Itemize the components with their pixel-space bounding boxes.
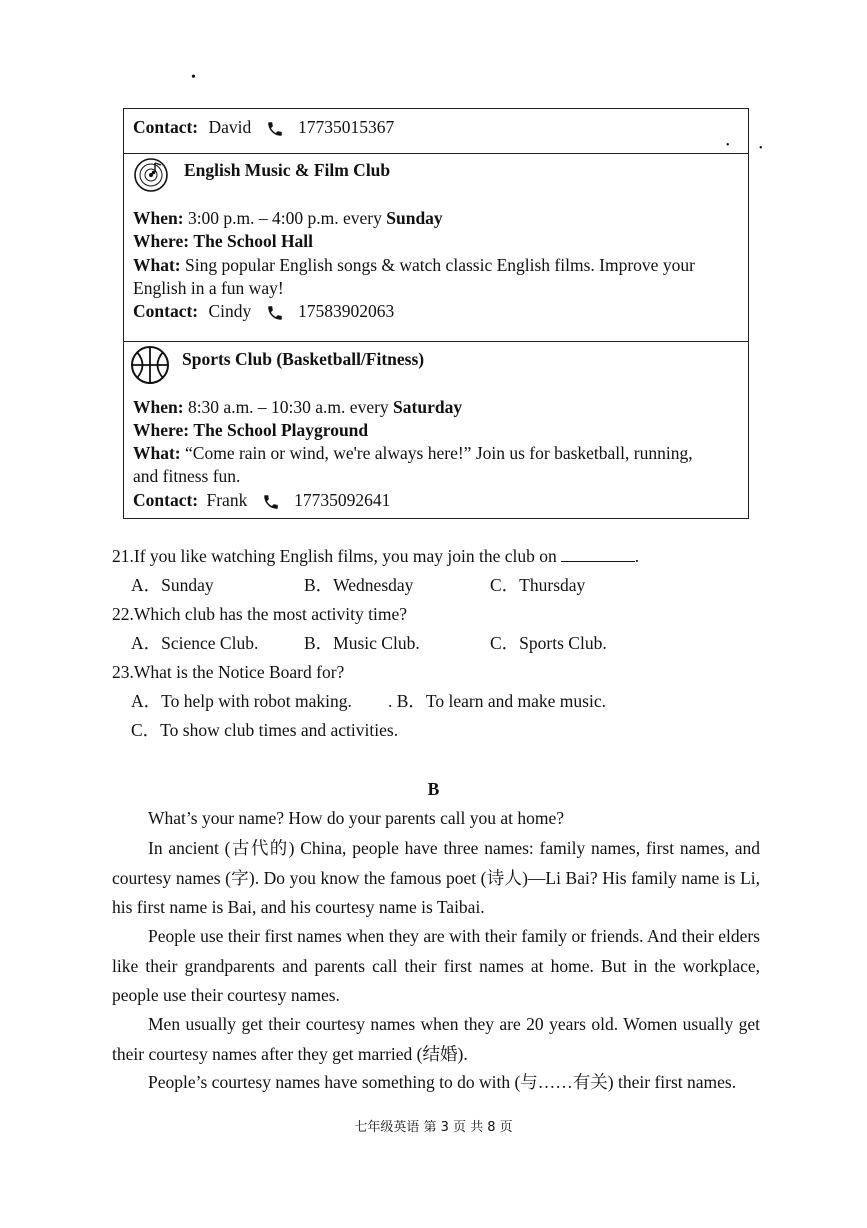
- passage-paragraph-1: What’s your name? How do your parents call you at home?: [148, 808, 564, 828]
- passage-paragraph-2: In ancient (古代的) China, people have three names: family names, first names, and courtesy names (字). Do you know the famous poet (诗人)—Li Bai? His family name is Li, his first name is Bai, and his courtesy name is Taibai.: [112, 838, 760, 917]
- contact-phone: 17735092641: [294, 490, 391, 510]
- phone-icon: [266, 304, 284, 322]
- contact-label: Contact:: [133, 490, 199, 510]
- section-b-heading: B: [427, 779, 440, 799]
- when-label: When:: [133, 397, 184, 417]
- stray-dot: •: [191, 70, 196, 85]
- what-text: Sing popular English songs & watch classic English films. Improve your: [185, 255, 695, 275]
- answer-blank: [561, 547, 635, 562]
- q21-option-a: A．Sunday: [131, 575, 214, 595]
- contact-name: Frank: [206, 490, 248, 510]
- where-text: The School Hall: [193, 231, 314, 251]
- stray-dot: •: [726, 140, 730, 151]
- music-where-line: [133, 230, 313, 253]
- sports-where-line: [133, 419, 368, 442]
- page-footer: 七年级英语 第 3 页 共 8 页: [354, 1120, 513, 1135]
- when-day: Saturday: [393, 397, 463, 417]
- where-label: Where:: [133, 231, 190, 251]
- q21-option-c: C．Thursday: [490, 575, 586, 595]
- what-label: What:: [133, 443, 181, 463]
- music-what-line: [133, 254, 695, 277]
- music-what-line-2: English in a fun way!: [133, 278, 284, 298]
- where-text: The School Playground: [193, 420, 369, 440]
- music-when-line: [133, 207, 443, 230]
- passage-paragraph-4: Men usually get their courtesy names when they are 20 years old. Women usually get their courtesy names after they get married (结婚).: [112, 1014, 760, 1064]
- sports-when-line: [133, 396, 462, 419]
- q23-option-c: C．To show club times and activities.: [131, 720, 399, 740]
- passage-paragraph-5: People’s courtesy names have something to do with (与……有关) their first names.: [148, 1072, 737, 1092]
- sports-what-line: [133, 442, 693, 465]
- sports-contact-line: [133, 489, 390, 512]
- when-label: When:: [133, 208, 184, 228]
- contact-name: David: [208, 117, 252, 137]
- sports-club-title: Sports Club (Basketball/Fitness): [182, 349, 425, 369]
- question-21-stem: 21.If you like watching English films, you may join the club on .: [112, 546, 640, 566]
- music-contact-line: [133, 300, 394, 323]
- when-day: Sunday: [386, 208, 443, 228]
- sports-what-line-2: and fitness fun.: [133, 466, 241, 486]
- basketball-icon: [130, 345, 170, 385]
- phone-icon: [262, 493, 280, 511]
- what-label: What:: [133, 255, 181, 275]
- q23-option-a: A．To help with robot making.: [131, 691, 352, 711]
- contact-phone: 17735015367: [298, 117, 395, 137]
- question-23-stem: 23.What is the Notice Board for?: [112, 662, 345, 682]
- contact-label: Contact:: [133, 117, 199, 137]
- passage-paragraph-3: People use their first names when they are with their family or friends. And their elders like their grandparents and parents call their first names at home. But in the workplace, people use their courtesy names.: [112, 926, 760, 1005]
- phone-icon: [266, 120, 284, 138]
- when-text: 8:30 a.m. – 10:30 a.m. every: [187, 397, 394, 417]
- contact-line: [133, 116, 394, 139]
- question-22-stem: 22.Which club has the most activity time?: [112, 604, 407, 624]
- q22-option-b: B．Music Club.: [304, 633, 420, 653]
- stray-dot: •: [759, 143, 763, 154]
- contact-label: Contact:: [133, 301, 199, 321]
- question-text: 21.If you like watching English films, you may join the club on: [112, 546, 557, 566]
- q23-option-b: . B．To learn and make music.: [388, 691, 606, 711]
- music-disc-icon: [133, 157, 169, 193]
- contact-name: Cindy: [208, 301, 252, 321]
- where-label: Where:: [133, 420, 190, 440]
- when-text: 3:00 p.m. – 4:00 p.m. every: [187, 208, 387, 228]
- music-club-title: English Music & Film Club: [184, 160, 391, 180]
- q22-option-c: C．Sports Club.: [490, 633, 607, 653]
- q21-option-b: B．Wednesday: [304, 575, 414, 595]
- contact-phone: 17583902063: [298, 301, 395, 321]
- what-text: “Come rain or wind, we're always here!” Join us for basketball, running,: [185, 443, 693, 463]
- q22-option-a: A．Science Club.: [131, 633, 259, 653]
